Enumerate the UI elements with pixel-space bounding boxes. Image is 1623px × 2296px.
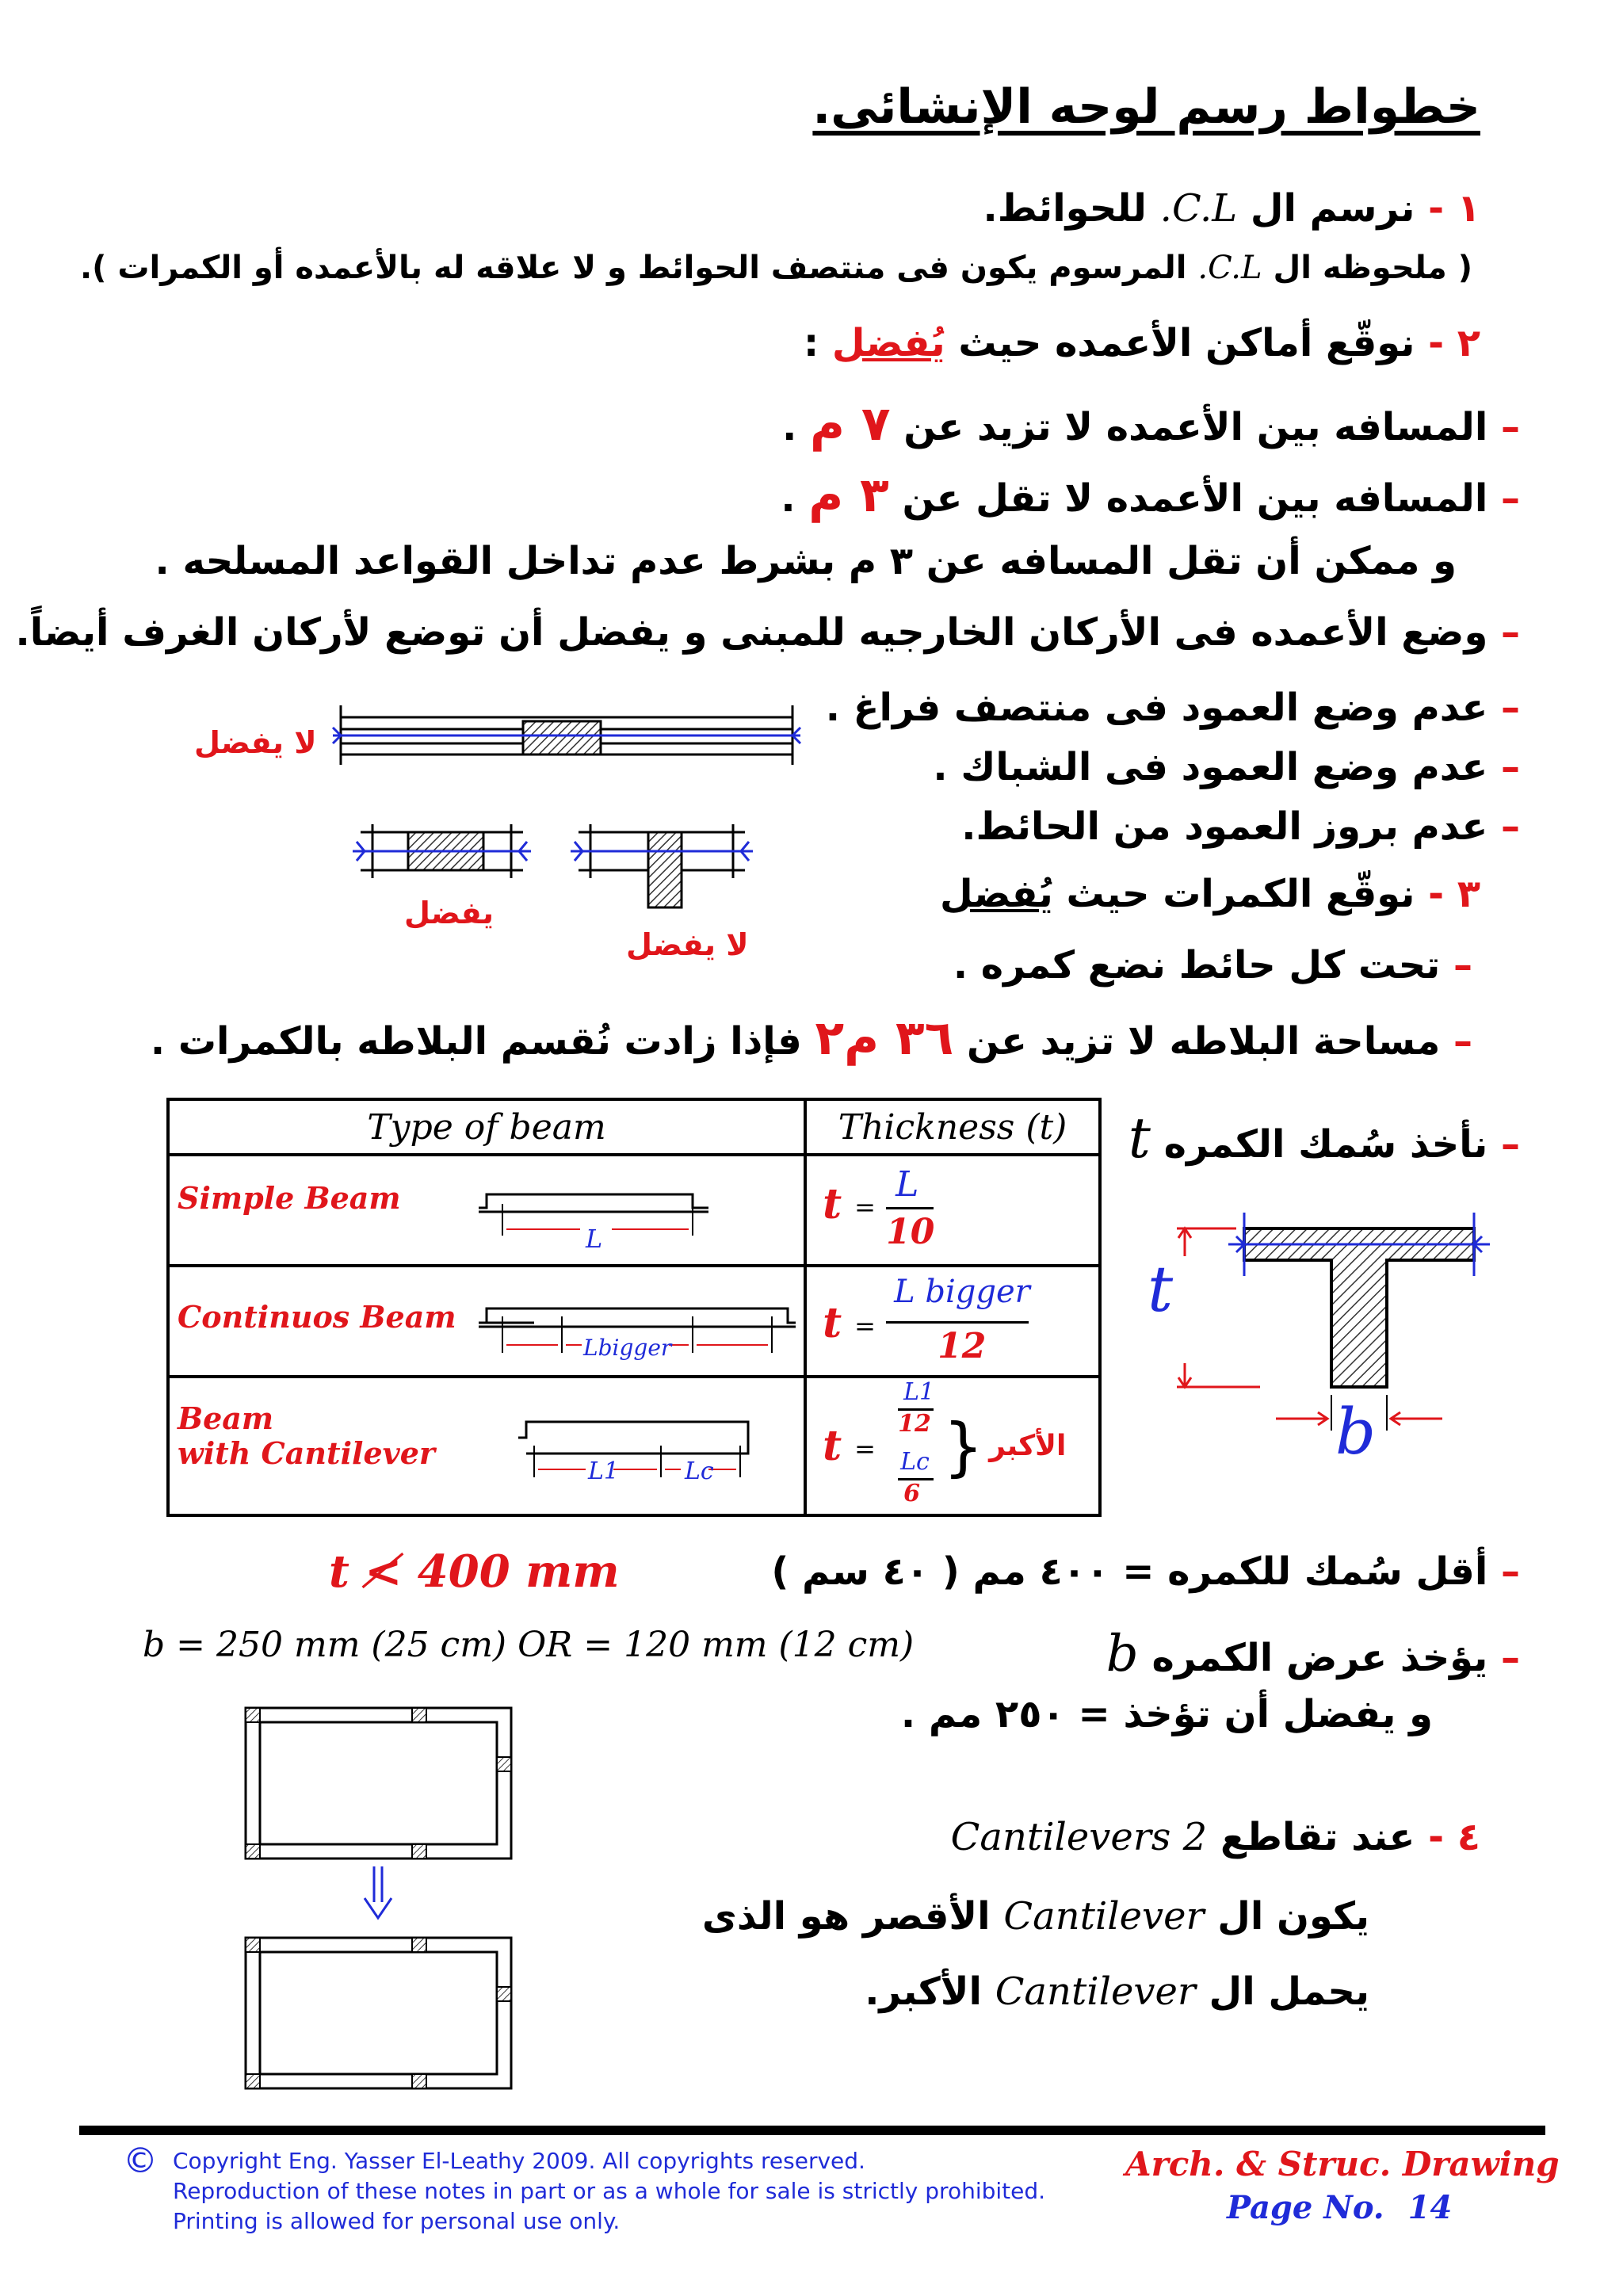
step4-line3 <box>865 1969 1369 2014</box>
step1-note-pre: ( ملحوظه ال <box>1273 250 1472 286</box>
step3-text: نوقّع الكمرات حيث <box>1066 872 1415 916</box>
step2-item-1-value: ٧ م <box>810 396 891 452</box>
t-section-t-label: t <box>1148 1252 1174 1326</box>
footer-divider <box>79 2126 1545 2135</box>
formula-denominator-2: 6 <box>903 1480 920 1507</box>
step3-number: ٣ <box>1457 872 1480 916</box>
formula-numerator: L <box>896 1164 919 1205</box>
bullet-dash: – <box>1487 745 1520 789</box>
formula-numerator: L bigger <box>894 1274 1030 1310</box>
step2-item-1 <box>782 396 1520 452</box>
step1-text: نرسم ال <box>1250 186 1415 231</box>
continuous-beam-span: Lbigger <box>583 1335 672 1361</box>
formula-denominator-1: 12 <box>898 1410 931 1438</box>
step4-text: عند تقاطع <box>1220 1815 1415 1859</box>
bullet-dash: – <box>1440 943 1472 988</box>
step2-bullet-3 <box>961 804 1520 849</box>
step2-bullet-2 <box>933 745 1520 789</box>
equals-sign: = <box>854 1434 876 1464</box>
not-preferred-label-bottom: لا يفضل <box>626 927 749 962</box>
step3-line <box>940 872 1480 916</box>
page-label: Page No. <box>1227 2189 1384 2226</box>
formula-denominator: 12 <box>938 1326 987 1366</box>
wall-mid-span-diagram <box>333 705 800 765</box>
bullet-dash: – <box>1487 804 1520 849</box>
continuous-beam-label: Continuos Beam <box>178 1299 456 1335</box>
bullet-dash: – <box>1487 610 1520 655</box>
step4-line3-cantilever: Cantilever <box>995 1969 1196 2014</box>
bullet-dash: – <box>1487 686 1520 730</box>
copyright-line-2: Reproduction of these notes in part or as a whole for sale is strictly prohibited. <box>173 2178 1046 2204</box>
step3-thickness <box>1128 1106 1520 1171</box>
step1-note-post: المرسوم يكون فى منتصف الحوائط و لا علاقه له بالأعمده أو الكمرات ). <box>79 250 1187 286</box>
page-number <box>1227 2189 1452 2226</box>
beam-width-line <box>1106 1625 1520 1683</box>
step4-number: ٤ <box>1457 1815 1480 1859</box>
step2-bullet-1 <box>826 686 1520 730</box>
table-header-thickness: Thickness (t) <box>805 1099 1100 1155</box>
cantilever-beam-icon <box>510 1398 764 1501</box>
min-thickness-text: أقل سُمك للكمره = ٤٠٠ مم ( ٤٠ سم ) <box>771 1549 1488 1594</box>
preferred-label: يفضل <box>404 896 494 930</box>
equals-sign: = <box>854 1192 876 1222</box>
step1-note-cl: C.L. <box>1197 250 1262 286</box>
step3-prefer: يُفضل <box>940 872 1053 916</box>
step2-colon: : <box>804 321 819 365</box>
bullet-dash: – <box>1487 1636 1520 1680</box>
step2-item-2-value: ٣ م <box>808 468 889 523</box>
brace-icon: } <box>943 1410 984 1484</box>
column-placement-diagram <box>317 697 824 951</box>
step4-line2-post: الأقصر هو الذى <box>701 1894 991 1939</box>
table-row-cantilever-formula <box>805 1377 1100 1515</box>
beam-width-b: b <box>1106 1625 1139 1683</box>
step1-note <box>80 250 1472 286</box>
bullet-dash: – <box>1487 1549 1520 1594</box>
formula-numerator-1: L1 <box>903 1378 935 1406</box>
column-protruding-diagram <box>571 824 753 907</box>
step4-line <box>951 1815 1480 1859</box>
page-title: خطواط رسم لوحه الإنشائى. <box>812 79 1480 135</box>
step3-item-1 <box>953 943 1472 988</box>
step2-number: ٢ <box>1457 321 1480 365</box>
step4-line2-pre: يكون ال <box>1217 1894 1369 1939</box>
not-preferred-label-top: لا يفضل <box>194 725 317 760</box>
copyright-line-1: Copyright Eng. Yasser El-Leathy 2009. All copyrights reserved. <box>173 2148 865 2174</box>
bullet-dash: – <box>1487 476 1520 521</box>
step1-line <box>983 186 1480 231</box>
step3-item-2 <box>151 1010 1472 1066</box>
step4-line3-pre: يحمل ال <box>1209 1969 1369 2014</box>
step2-item-2 <box>781 468 1520 523</box>
table-row-continuous <box>168 1266 805 1377</box>
min-thickness-formula: t ≮ 400 mm <box>329 1545 620 1598</box>
simple-beam-span: L <box>586 1224 603 1254</box>
step2-item-2-end: . <box>781 476 796 521</box>
copyright-icon: © <box>123 2141 158 2181</box>
cantilever-span-lc: Lc <box>685 1457 714 1485</box>
table-header-type: Type of beam <box>168 1099 805 1155</box>
cantilever-beam-label-1: Beam <box>178 1400 274 1436</box>
step2-item-1-text: المسافه بين الأعمده لا تزيد عن <box>903 405 1488 449</box>
step2-line <box>804 321 1480 365</box>
step2-bullet-3-text: عدم بروز العمود من الحائط. <box>961 804 1488 849</box>
step4-cantilevers: 2 Cantilevers <box>950 1815 1208 1859</box>
step3-dash: - <box>1415 872 1457 916</box>
step4-line2-cantilever: Cantilever <box>1003 1894 1205 1939</box>
formula-numerator-2: Lc <box>900 1448 930 1476</box>
step3-item-1-text: تحت كل حائط نضع كمره . <box>953 943 1441 988</box>
step3-t-symbol: t <box>1128 1106 1151 1171</box>
beam-width-formula: b = 250 mm (25 cm) OR = 120 mm (12 cm) <box>143 1625 915 1665</box>
step2-text: نوقّع أماكن الأعمده حيث <box>958 321 1415 365</box>
formula-denominator: 10 <box>886 1212 935 1252</box>
table-row-continuous-formula <box>805 1266 1100 1377</box>
bigger-label: الأكبر <box>989 1430 1067 1462</box>
bullet-dash: – <box>1487 405 1520 449</box>
cantilever-span-l1: L1 <box>588 1457 620 1485</box>
step3-area-end: فإذا زادت نُقسم البلاطه بالكمرات . <box>150 1019 802 1064</box>
t-section-diagram <box>1125 1197 1490 1458</box>
t-symbol: t <box>823 1180 842 1228</box>
table-row-simple-formula <box>805 1155 1100 1266</box>
step3-thickness-text: نأخذ سُمك الكمره <box>1163 1122 1488 1167</box>
frame-after <box>246 1938 511 2088</box>
course-title: Arch. & Struc. Drawing <box>1125 2145 1560 2183</box>
simple-beam-label: Simple Beam <box>178 1180 401 1216</box>
step1-text2: للحوائط. <box>983 186 1147 231</box>
step4-dash: - <box>1415 1815 1457 1859</box>
table-row-simple <box>168 1155 805 1266</box>
beam-width-pref: و يفضل أن تؤخذ = ٢٥٠ مم . <box>900 1692 1433 1736</box>
bullet-dash: – <box>1487 1122 1520 1167</box>
equals-sign: = <box>854 1311 876 1341</box>
step2-bullet-2-text: عدم وضع العمود فى الشباك . <box>933 745 1488 789</box>
step2-item-1-end: . <box>782 405 797 449</box>
copyright-line-3: Printing is allowed for personal use only. <box>173 2208 621 2234</box>
t-section-b-label: b <box>1335 1395 1377 1469</box>
step2-extra: و ممكن أن تقل المسافه عن ٣ م بشرط عدم تداخل القواعد المسلحه . <box>155 539 1457 583</box>
beam-width-text: يؤخذ عرض الكمره <box>1151 1636 1488 1680</box>
step2-corners <box>15 610 1520 655</box>
step3-area-value: ٣٦ م٢ <box>815 1010 954 1066</box>
step2-prefer: يُفضل <box>831 321 945 365</box>
fraction-bar <box>886 1321 1029 1324</box>
step2-bullet-1-text: عدم وضع العمود فى منتصف فراغ . <box>825 686 1488 730</box>
min-thickness-line <box>771 1549 1520 1594</box>
column-in-wall-diagram <box>353 824 531 878</box>
t-symbol: t <box>823 1299 842 1347</box>
step3-item-2-text: مساحة البلاطه لا تزيد عن <box>966 1019 1441 1064</box>
cantilever-intersection-diagram <box>238 1700 523 2112</box>
frame-before <box>246 1708 511 1859</box>
table-row-cantilever <box>168 1377 805 1515</box>
step2-corners-text: وضع الأعمده فى الأركان الخارجيه للمبنى و يفضل أن توضع لأركان الغرف أيضاً. <box>15 610 1488 655</box>
down-arrow-icon <box>365 1866 391 1918</box>
step4-line2 <box>702 1894 1369 1939</box>
bullet-dash: – <box>1440 1019 1472 1064</box>
step2-item-2-text: المسافه بين الأعمده لا تقل عن <box>902 476 1488 521</box>
beam-thickness-table <box>166 1098 1102 1517</box>
step2-dash: - <box>1415 321 1457 365</box>
fraction-bar <box>886 1207 934 1209</box>
cantilever-beam-label-2: with Cantilever <box>178 1435 435 1471</box>
page-num: 14 <box>1407 2189 1453 2226</box>
step1-number: ١ <box>1457 186 1480 231</box>
step1-dash: - <box>1415 186 1457 231</box>
step4-line3-post: الأكبر. <box>865 1969 982 2014</box>
t-symbol: t <box>823 1422 842 1470</box>
step1-cl: C.L. <box>1159 186 1238 231</box>
